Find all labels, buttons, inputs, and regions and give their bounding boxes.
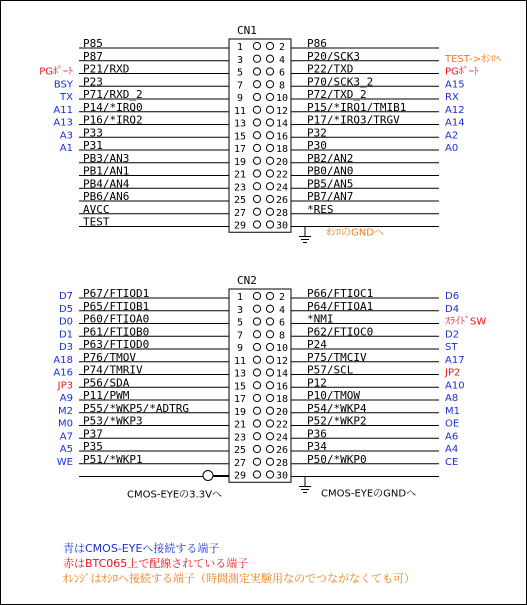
external-label-right: A4	[445, 444, 459, 455]
external-label-right: OE	[445, 418, 460, 430]
pin-number-right: 2	[278, 42, 286, 53]
pin-number-right: 26	[275, 195, 289, 206]
pin-number-right: 14	[275, 118, 289, 130]
pin-label-right: PB2/AN2	[307, 151, 354, 165]
pin-right	[266, 195, 273, 202]
external-label-left: D7	[58, 291, 73, 302]
pin-number-left: 15	[233, 131, 247, 143]
pin-number-right: 12	[275, 105, 289, 117]
pin-label-right: *RES	[307, 202, 334, 216]
pin-number-left: 29	[233, 220, 247, 232]
pin-label-right: P32	[307, 126, 327, 140]
pin-number-left: 7	[236, 330, 244, 342]
pin-right	[266, 119, 273, 126]
pin-label-left: P76/TMOV	[83, 350, 136, 364]
pin-number-right: 6	[278, 317, 286, 329]
legend-red: 赤はBTC065上で配線されている端子	[63, 557, 249, 570]
pin-right	[266, 170, 273, 177]
external-label-right: RX	[445, 92, 459, 103]
pin-label-left: PB4/AN4	[83, 177, 130, 191]
pin-label-left: P87	[83, 49, 103, 63]
external-label-right: A14	[445, 117, 465, 129]
pin-label-left: P85	[83, 37, 103, 50]
pin-number-right: 16	[275, 131, 289, 143]
pin-number-left: 27	[233, 207, 247, 219]
pin-number-right: 18	[275, 144, 289, 155]
pin-label-right: P70/SCK3_2	[307, 75, 374, 89]
pin-left	[253, 369, 260, 376]
pin-label-right: P86	[307, 37, 327, 50]
pin-label-left: TEST	[83, 215, 110, 229]
pin-number-right: 22	[275, 419, 289, 431]
pin-number-right: 26	[275, 445, 289, 456]
external-label-right: A15	[445, 79, 465, 91]
connector-diagram	[1, 1, 527, 541]
pin-number-left: 13	[233, 118, 247, 130]
pin-label-right: P15/*IRQ1/TMIB1	[307, 100, 407, 114]
pin-right	[266, 81, 273, 88]
pin-label-right: P24	[307, 338, 327, 351]
pin-left	[253, 221, 260, 228]
external-label-left: PGﾎﾟｰﾄ	[39, 66, 73, 78]
pin-right	[266, 331, 273, 338]
pin-label-right: P20/SCK3	[307, 49, 360, 63]
pin-right	[266, 407, 273, 414]
pin-label-right: P75/TMCIV	[307, 350, 367, 364]
pin-left	[253, 195, 260, 202]
pin-label-left: P56/SDA	[83, 376, 130, 390]
external-label-left: M0	[58, 418, 73, 430]
gnd-label: ｵｼﾛのGNDへ	[326, 227, 384, 239]
pin-number-right: 24	[275, 182, 289, 194]
pin-number-right: 8	[278, 80, 286, 92]
pin-label-left: P31	[83, 139, 103, 152]
pin-right	[266, 318, 273, 325]
pin-left	[253, 318, 260, 325]
pin-number-right: 30	[275, 220, 289, 232]
pin-left	[253, 68, 260, 75]
pin-number-right: 18	[275, 394, 289, 405]
pin-number-left: 29	[233, 470, 247, 482]
pin-number-left: 19	[233, 406, 247, 418]
pin-number-right: 20	[275, 156, 289, 168]
pin-right	[266, 42, 273, 49]
pin-number-left: 11	[233, 355, 247, 367]
pin-label-left: P16/*IRQ2	[83, 113, 143, 127]
pin-label-right: PB5/AN5	[307, 177, 354, 191]
pin-right	[266, 183, 273, 190]
pin-number-left: 13	[233, 368, 247, 380]
pin-label-right: P30	[307, 139, 327, 152]
external-label-right: D6	[445, 291, 460, 302]
pin-label-right: P64/FTIOA1	[307, 299, 374, 313]
pin-right	[266, 458, 273, 465]
external-label-right: A2	[445, 130, 459, 142]
pin-label-left: P71/RXD_2	[83, 88, 143, 101]
pin-label-left: P14/*IRQ0	[83, 100, 143, 114]
external-label-left: A18	[53, 354, 73, 366]
external-label-right: A17	[445, 354, 465, 366]
pin-label-left: P67/FTIOD1	[83, 287, 150, 300]
pin-right	[266, 394, 273, 401]
pin-label-left: PB1/AN1	[83, 164, 130, 178]
pin-left	[253, 292, 260, 299]
pin-label-right: P62/FTIOC0	[307, 325, 374, 339]
external-label-left: A11	[53, 104, 73, 116]
pin-label-right: PB0/AN0	[307, 164, 354, 178]
pin-label-left: AVCC	[83, 202, 110, 216]
pin-left	[253, 356, 260, 363]
pin-right	[266, 93, 273, 100]
pin-right	[266, 445, 273, 452]
pin-number-left: 5	[236, 317, 244, 329]
pin-right	[266, 305, 273, 312]
pin-left	[253, 394, 260, 401]
pin-right	[266, 144, 273, 151]
external-label-left: BSY	[53, 79, 73, 91]
external-label-left: D0	[58, 316, 73, 328]
external-label-right: ST	[445, 342, 458, 353]
pin-left	[253, 183, 260, 190]
pin-number-right: 16	[275, 381, 289, 393]
pin-number-right: 22	[275, 169, 289, 181]
pin-label-left: P55/*WKP5/*ADTRG	[83, 401, 189, 415]
pin-label-left: P63/FTIOD0	[83, 338, 150, 351]
pin-label-right: P22/TXD	[307, 62, 354, 76]
legend-orange: ｵﾚﾝｼﾞはｵｼﾛへ接続する端子（時間測定実験用なのでつながなくても可）	[63, 572, 415, 585]
pin-number-left: 17	[233, 394, 247, 405]
external-label-right: A6	[445, 431, 459, 443]
pin-number-right: 28	[275, 207, 289, 219]
external-label-left: A16	[53, 367, 73, 379]
external-label-left: A5	[59, 444, 73, 455]
pin-label-left: P33	[83, 126, 103, 140]
pin-number-right: 10	[275, 343, 289, 354]
external-label-left: A9	[59, 393, 73, 404]
pin-left	[253, 420, 260, 427]
pin-right	[266, 208, 273, 215]
external-label-right: D4	[445, 303, 460, 315]
pin-right	[266, 106, 273, 113]
pin-number-right: 14	[275, 368, 289, 380]
pin-label-left: P60/FTIOA0	[83, 312, 150, 326]
external-label-right: CE	[445, 456, 459, 468]
pin-label-left: P65/FTIOB1	[83, 299, 150, 313]
external-label-left: A1	[59, 143, 73, 154]
pin-number-right: 8	[278, 330, 286, 342]
external-label-right: A10	[445, 380, 465, 392]
pin-label-left: P35	[83, 440, 103, 453]
pin-label-right: P12	[307, 376, 327, 390]
pin-left	[253, 42, 260, 49]
pin-label-right: P10/TMOW	[307, 389, 360, 402]
pin-label-left: P53/*WKP3	[83, 414, 143, 428]
pin-label-right: P54/*WKP4	[307, 401, 367, 415]
external-label-left: D3	[58, 342, 73, 353]
pin-number-left: 1	[236, 292, 244, 303]
pin-right	[266, 221, 273, 228]
pin-label-left: P61/FTIOB0	[83, 325, 150, 339]
pin-label-right: P50/*WKP0	[307, 452, 367, 466]
external-label-left: D5	[58, 303, 73, 315]
connector-title: CN1	[237, 24, 257, 37]
pin-number-right: 2	[278, 292, 286, 303]
external-label-right: PGﾎﾟｰﾄ	[445, 66, 479, 78]
external-label-right: A8	[445, 393, 459, 404]
pin-label-right: P66/FTIOC1	[307, 287, 374, 300]
pin-number-left: 7	[236, 80, 244, 92]
pin-label-right: P36	[307, 427, 327, 441]
pin-left	[253, 170, 260, 177]
external-label-left: A3	[59, 130, 73, 142]
external-label-left: A13	[53, 117, 73, 129]
pin-number-left: 1	[236, 42, 244, 53]
pin-number-right: 20	[275, 406, 289, 418]
external-label-left: WE	[56, 456, 73, 468]
pin-left	[253, 132, 260, 139]
pin-right	[266, 132, 273, 139]
pin-number-right: 10	[275, 93, 289, 104]
external-label-left: M2	[58, 405, 73, 417]
pin-left	[253, 458, 260, 465]
pin-label-right: P57/SCL	[307, 363, 354, 377]
pin-left	[253, 208, 260, 215]
pin-number-left: 25	[233, 445, 247, 456]
pin-right	[266, 68, 273, 75]
pin-number-left: 17	[233, 144, 247, 155]
external-label-right: D2	[445, 329, 460, 341]
vcc-terminal	[203, 471, 213, 481]
external-label-right: ｽﾗｲﾄﾞSW	[445, 316, 487, 328]
external-label-right: M1	[445, 405, 460, 417]
pin-label-left: P21/RXD	[83, 62, 130, 76]
pin-label-right: *NMI	[307, 312, 334, 326]
pin-left	[253, 343, 260, 350]
pin-label-left: P74/TMRIV	[83, 363, 143, 377]
pin-left	[253, 55, 260, 62]
pin-number-left: 9	[236, 93, 244, 104]
pin-right	[266, 382, 273, 389]
pin-number-left: 21	[233, 419, 247, 431]
pin-number-right: 4	[278, 304, 286, 316]
pin-left	[253, 407, 260, 414]
pin-label-right: P72/TXD_2	[307, 88, 367, 101]
pin-right	[266, 471, 273, 478]
connector-title: CN2	[237, 274, 257, 287]
pin-right	[266, 369, 273, 376]
pin-number-left: 9	[236, 343, 244, 354]
pin-number-right: 24	[275, 432, 289, 444]
legend	[63, 541, 415, 586]
pin-number-left: 23	[233, 432, 247, 444]
pin-left	[253, 445, 260, 452]
pin-label-left: P51/*WKP1	[83, 452, 143, 466]
pin-left	[253, 93, 260, 100]
pin-label-right: P52/*WKP2	[307, 414, 367, 428]
pin-right	[266, 292, 273, 299]
pin-right	[266, 157, 273, 164]
pin-label-left: P23	[83, 75, 103, 89]
pin-number-left: 5	[236, 67, 244, 79]
pin-number-left: 25	[233, 195, 247, 206]
pin-left	[253, 331, 260, 338]
legend-blue: 青はCMOS-EYEへ接続する端子	[63, 542, 220, 555]
pin-label-right: PB7/AN7	[307, 190, 354, 203]
external-label-left: D1	[58, 329, 73, 341]
external-label-right: A0	[445, 143, 459, 154]
pin-label-left: P37	[83, 427, 103, 441]
pin-left	[253, 433, 260, 440]
external-label-left: A7	[59, 431, 73, 443]
external-label-right: TEST->ｵｼﾛﾍ	[445, 53, 501, 65]
pin-left	[253, 119, 260, 126]
external-label-right: JP2	[445, 367, 461, 379]
pin-left	[253, 157, 260, 164]
pin-number-right: 30	[275, 470, 289, 482]
pin-number-left: 3	[236, 304, 244, 316]
pin-right	[266, 433, 273, 440]
external-label-right: A12	[445, 104, 465, 116]
pin-label-right: P34	[307, 440, 327, 453]
pin-number-left: 27	[233, 457, 247, 469]
pin-right	[266, 55, 273, 62]
external-label-left: TX	[60, 92, 73, 103]
pin-number-left: 15	[233, 381, 247, 393]
pin-label-left: PB6/AN6	[83, 190, 130, 203]
pin-left	[253, 106, 260, 113]
pin-number-left: 11	[233, 105, 247, 117]
pin-left	[253, 81, 260, 88]
pin-number-left: 23	[233, 182, 247, 194]
pin-number-left: 3	[236, 54, 244, 66]
pin-left	[253, 305, 260, 312]
vcc-label: CMOS-EYEの3.3Vへ	[127, 489, 222, 501]
pin-right	[266, 356, 273, 363]
pin-number-right: 6	[278, 67, 286, 79]
pin-number-right: 4	[278, 54, 286, 66]
pin-number-left: 21	[233, 169, 247, 181]
pin-label-right: P17/*IRQ3/TRGV	[307, 113, 400, 127]
external-label-left: JP3	[57, 380, 73, 392]
pin-right	[266, 420, 273, 427]
pin-right	[266, 343, 273, 350]
pin-left	[253, 471, 260, 478]
gnd-label: CMOS-EYEのGNDへ	[321, 488, 417, 500]
pin-left	[253, 144, 260, 151]
pin-label-left: P11/PWM	[83, 389, 130, 402]
pin-number-right: 12	[275, 355, 289, 367]
pin-label-left: PB3/AN3	[83, 151, 130, 165]
pin-number-left: 19	[233, 156, 247, 168]
pin-number-right: 28	[275, 457, 289, 469]
pin-left	[253, 382, 260, 389]
